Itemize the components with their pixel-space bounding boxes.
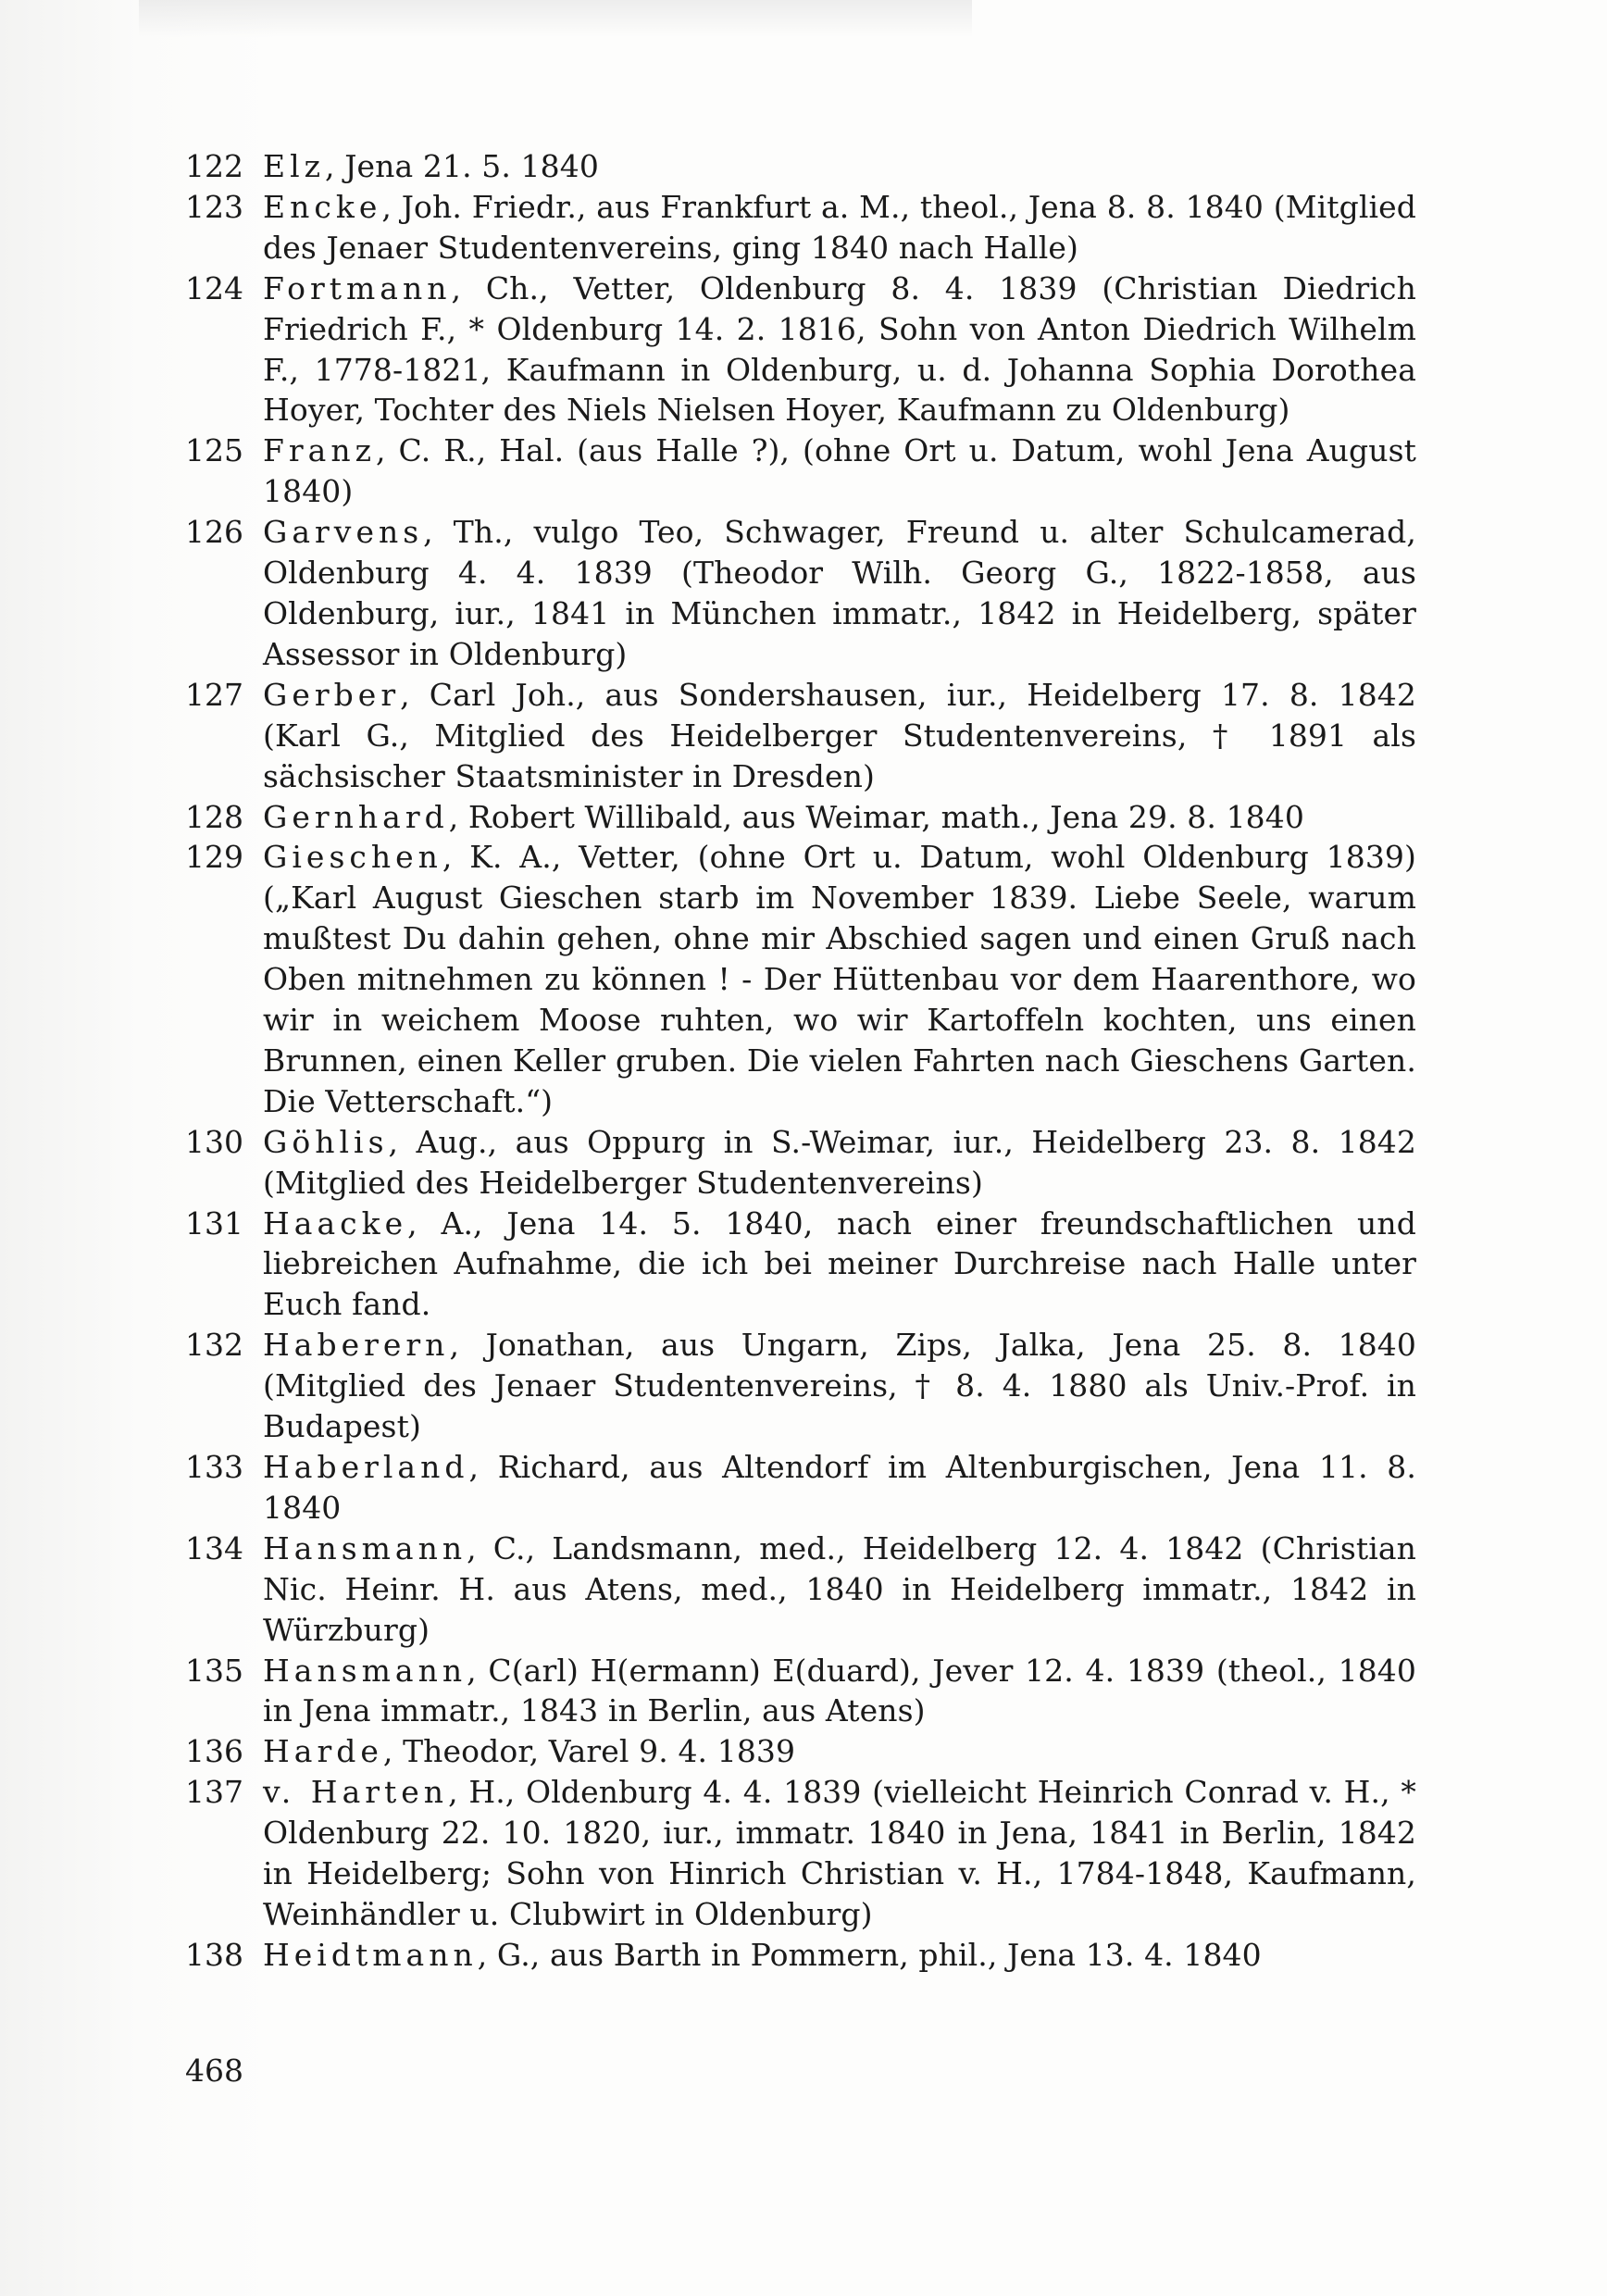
entry-details: , Theodor, Varel 9. 4. 1839 [382, 1733, 796, 1770]
entry-text [263, 512, 1416, 675]
entry-name: v. Harten [263, 1774, 449, 1811]
entry-number: 136 [185, 1733, 243, 1770]
entry-text [263, 797, 1416, 838]
entry-131 [185, 1204, 1416, 1326]
entry-number: 123 [185, 188, 243, 225]
entry-details: , H., Oldenburg 4. 4. 1839 (vielleicht Heinrich Conrad v. H., * Oldenburg 22. 10. 1820, iur., immatr. 1840 in Jena, 1841 in Berlin, 1842 in Heidelberg; Sohn von Hinrich Christian v. H., 1784-1848, Kaufmann, Weinhändler u. Clubwirt in Oldenburg) [263, 1774, 1416, 1932]
entry-name: Hansmann [263, 1529, 467, 1566]
entry-135 [185, 1651, 1416, 1732]
entry-number: 135 [185, 1652, 243, 1689]
entry-name: Gerber [263, 676, 401, 713]
entry-text [263, 268, 1416, 431]
entry-123 [185, 187, 1416, 268]
entry-details: , A., Jena 14. 5. 1840, nach einer freundschaftlichen und liebreichen Aufnahme, die ich bei meiner Durchreise nach Halle unter Euch fand. [263, 1204, 1416, 1323]
entry-number: 126 [185, 514, 243, 551]
entry-137 [185, 1772, 1416, 1935]
entry-126 [185, 512, 1416, 675]
entry-number: 122 [185, 148, 243, 184]
entry-number: 129 [185, 839, 243, 876]
entry-text [263, 1731, 1416, 1772]
entry-number: 132 [185, 1327, 243, 1364]
entry-name: Hansmann [263, 1652, 467, 1689]
entry-details: , Carl Joh., aus Sondershausen, iur., Heidelberg 17. 8. 1842 (Karl G., Mitglied des Heidelberger Studentenvereins, † 1891 als sächsischer Staatsminister in Dresden) [263, 676, 1416, 794]
entry-details: , Th., vulgo Teo, Schwager, Freund u. alter Schulcamerad, Oldenburg 4. 4. 1839 (Theodor Wilh. Georg G., 1822-1858, aus Oldenburg, iur., 1841 in München immatr., 1842 in Heidelberg, später Assessor in Oldenburg) [263, 514, 1416, 672]
entry-details: , Ch., Vetter, Oldenburg 8. 4. 1839 (Christian Diedrich Friedrich F., * Oldenburg 14. 2. 1816, Sohn von Anton Diedrich Wilhelm F., 1778-1821, Kaufmann in Oldenburg, u. d. Johanna Sophia Dorothea Hoyer, Tochter des Niels Nielsen Hoyer, Kaufmann zu Oldenburg) [263, 269, 1416, 429]
entry-details: , Jonathan, aus Ungarn, Zips, Jalka, Jena 25. 8. 1840 (Mitglied des Jenaer Studentenvereins, † 8. 4. 1880 als Univ.-Prof. in Budapest) [263, 1327, 1416, 1445]
entry-text [263, 1772, 1416, 1935]
entry-130 [185, 1122, 1416, 1204]
entry-text [263, 1935, 1416, 1976]
entry-128 [185, 797, 1416, 838]
page-number: 468 [185, 2053, 243, 2089]
entry-name: Göhlis [263, 1123, 389, 1160]
entry-number: 127 [185, 676, 243, 713]
entry-136 [185, 1731, 1416, 1772]
entry-details: , C., Landsmann, med., Heidelberg 12. 4. 1842 (Christian Nic. Heinr. H. aus Atens, med., 1840 in Heidelberg immatr., 1842 in Würzburg) [263, 1529, 1416, 1648]
entry-number: 124 [185, 269, 243, 306]
entry-number: 138 [185, 1936, 243, 1973]
entry-details: , Robert Willibald, aus Weimar, math., Jena 29. 8. 1840 [448, 798, 1304, 835]
entry-text [263, 430, 1416, 512]
scan-smudge [139, 0, 972, 37]
entry-text [263, 675, 1416, 797]
entry-text [263, 146, 1416, 187]
entry-details: , G., aus Barth in Pommern, phil., Jena 13. 4. 1840 [477, 1936, 1262, 1973]
entry-text [263, 1204, 1416, 1326]
entry-name: Garvens [263, 514, 424, 551]
entry-text [263, 1529, 1416, 1651]
entry-125 [185, 430, 1416, 512]
entry-132 [185, 1325, 1416, 1447]
entry-number: 130 [185, 1123, 243, 1160]
entry-138 [185, 1935, 1416, 1976]
entry-name: Harde [263, 1733, 383, 1770]
entry-number: 133 [185, 1449, 243, 1485]
entry-name: Haberland [263, 1449, 469, 1485]
entry-name: Gieschen [263, 839, 442, 876]
entry-number: 128 [185, 798, 243, 835]
entry-details: , C(arl) H(ermann) E(duard), Jever 12. 4. 1839 (theol., 1840 in Jena immatr., 1843 in Berlin, aus Atens) [263, 1652, 1416, 1729]
entry-details: , Aug., aus Oppurg in S.-Weimar, iur., Heidelberg 23. 8. 1842 (Mitglied des Heidelberger Studentenvereins) [263, 1123, 1416, 1201]
entry-name: Encke [263, 188, 382, 225]
entry-129 [185, 837, 1416, 1121]
entry-number: 134 [185, 1529, 243, 1566]
entry-122 [185, 146, 1416, 187]
entry-details: , Richard, aus Altendorf im Altenburgischen, Jena 11. 8. 1840 [263, 1449, 1416, 1526]
entry-number: 125 [185, 432, 243, 469]
entry-name: Haberern [263, 1327, 450, 1364]
entry-text [263, 1325, 1416, 1447]
entry-text [263, 187, 1416, 268]
entry-name: Gernhard [263, 798, 449, 835]
entry-details: , C. R., Hal. (aus Halle ?), (ohne Ort u. Datum, wohl Jena August 1840) [263, 432, 1416, 510]
entry-text [263, 1447, 1416, 1529]
entry-text [263, 837, 1416, 1121]
entry-details: , K. A., Vetter, (ohne Ort u. Datum, wohl Oldenburg 1839) („Karl August Gieschen starb im November 1839. Liebe Seele, warum mußtest Du dahin gehen, ohne mir Abschied sagen und einen Gruß nach Oben mitnehmen zu können ! - Der Hüttenbau vor dem Haarenthore, wo wir in weichem Moose ruhten, wo wir Kartoffeln kochten, uns einen Brunnen, einen Keller gruben. Die vielen Fahrten nach Gieschens Garten. Die Vetterschaft.“) [263, 839, 1416, 1119]
entry-details: , Jena 21. 5. 1840 [325, 148, 599, 184]
entry-name: Elz [263, 148, 326, 184]
register-entries [185, 146, 1416, 1976]
entry-127 [185, 675, 1416, 797]
entry-details: , Joh. Friedr., aus Frankfurt a. M., theol., Jena 8. 8. 1840 (Mitglied des Jenaer Studentenvereins, ging 1840 nach Halle) [263, 188, 1416, 266]
entry-name: Heidtmann [263, 1936, 478, 1973]
entry-number: 137 [185, 1774, 243, 1811]
entry-text [263, 1122, 1416, 1204]
entry-name: Franz [263, 432, 376, 469]
entry-text [263, 1651, 1416, 1732]
entry-number: 131 [185, 1204, 243, 1242]
entry-134 [185, 1529, 1416, 1651]
entry-name: Fortmann [263, 269, 452, 306]
entry-name: Haacke [263, 1204, 408, 1242]
entry-124 [185, 268, 1416, 431]
entry-133 [185, 1447, 1416, 1529]
